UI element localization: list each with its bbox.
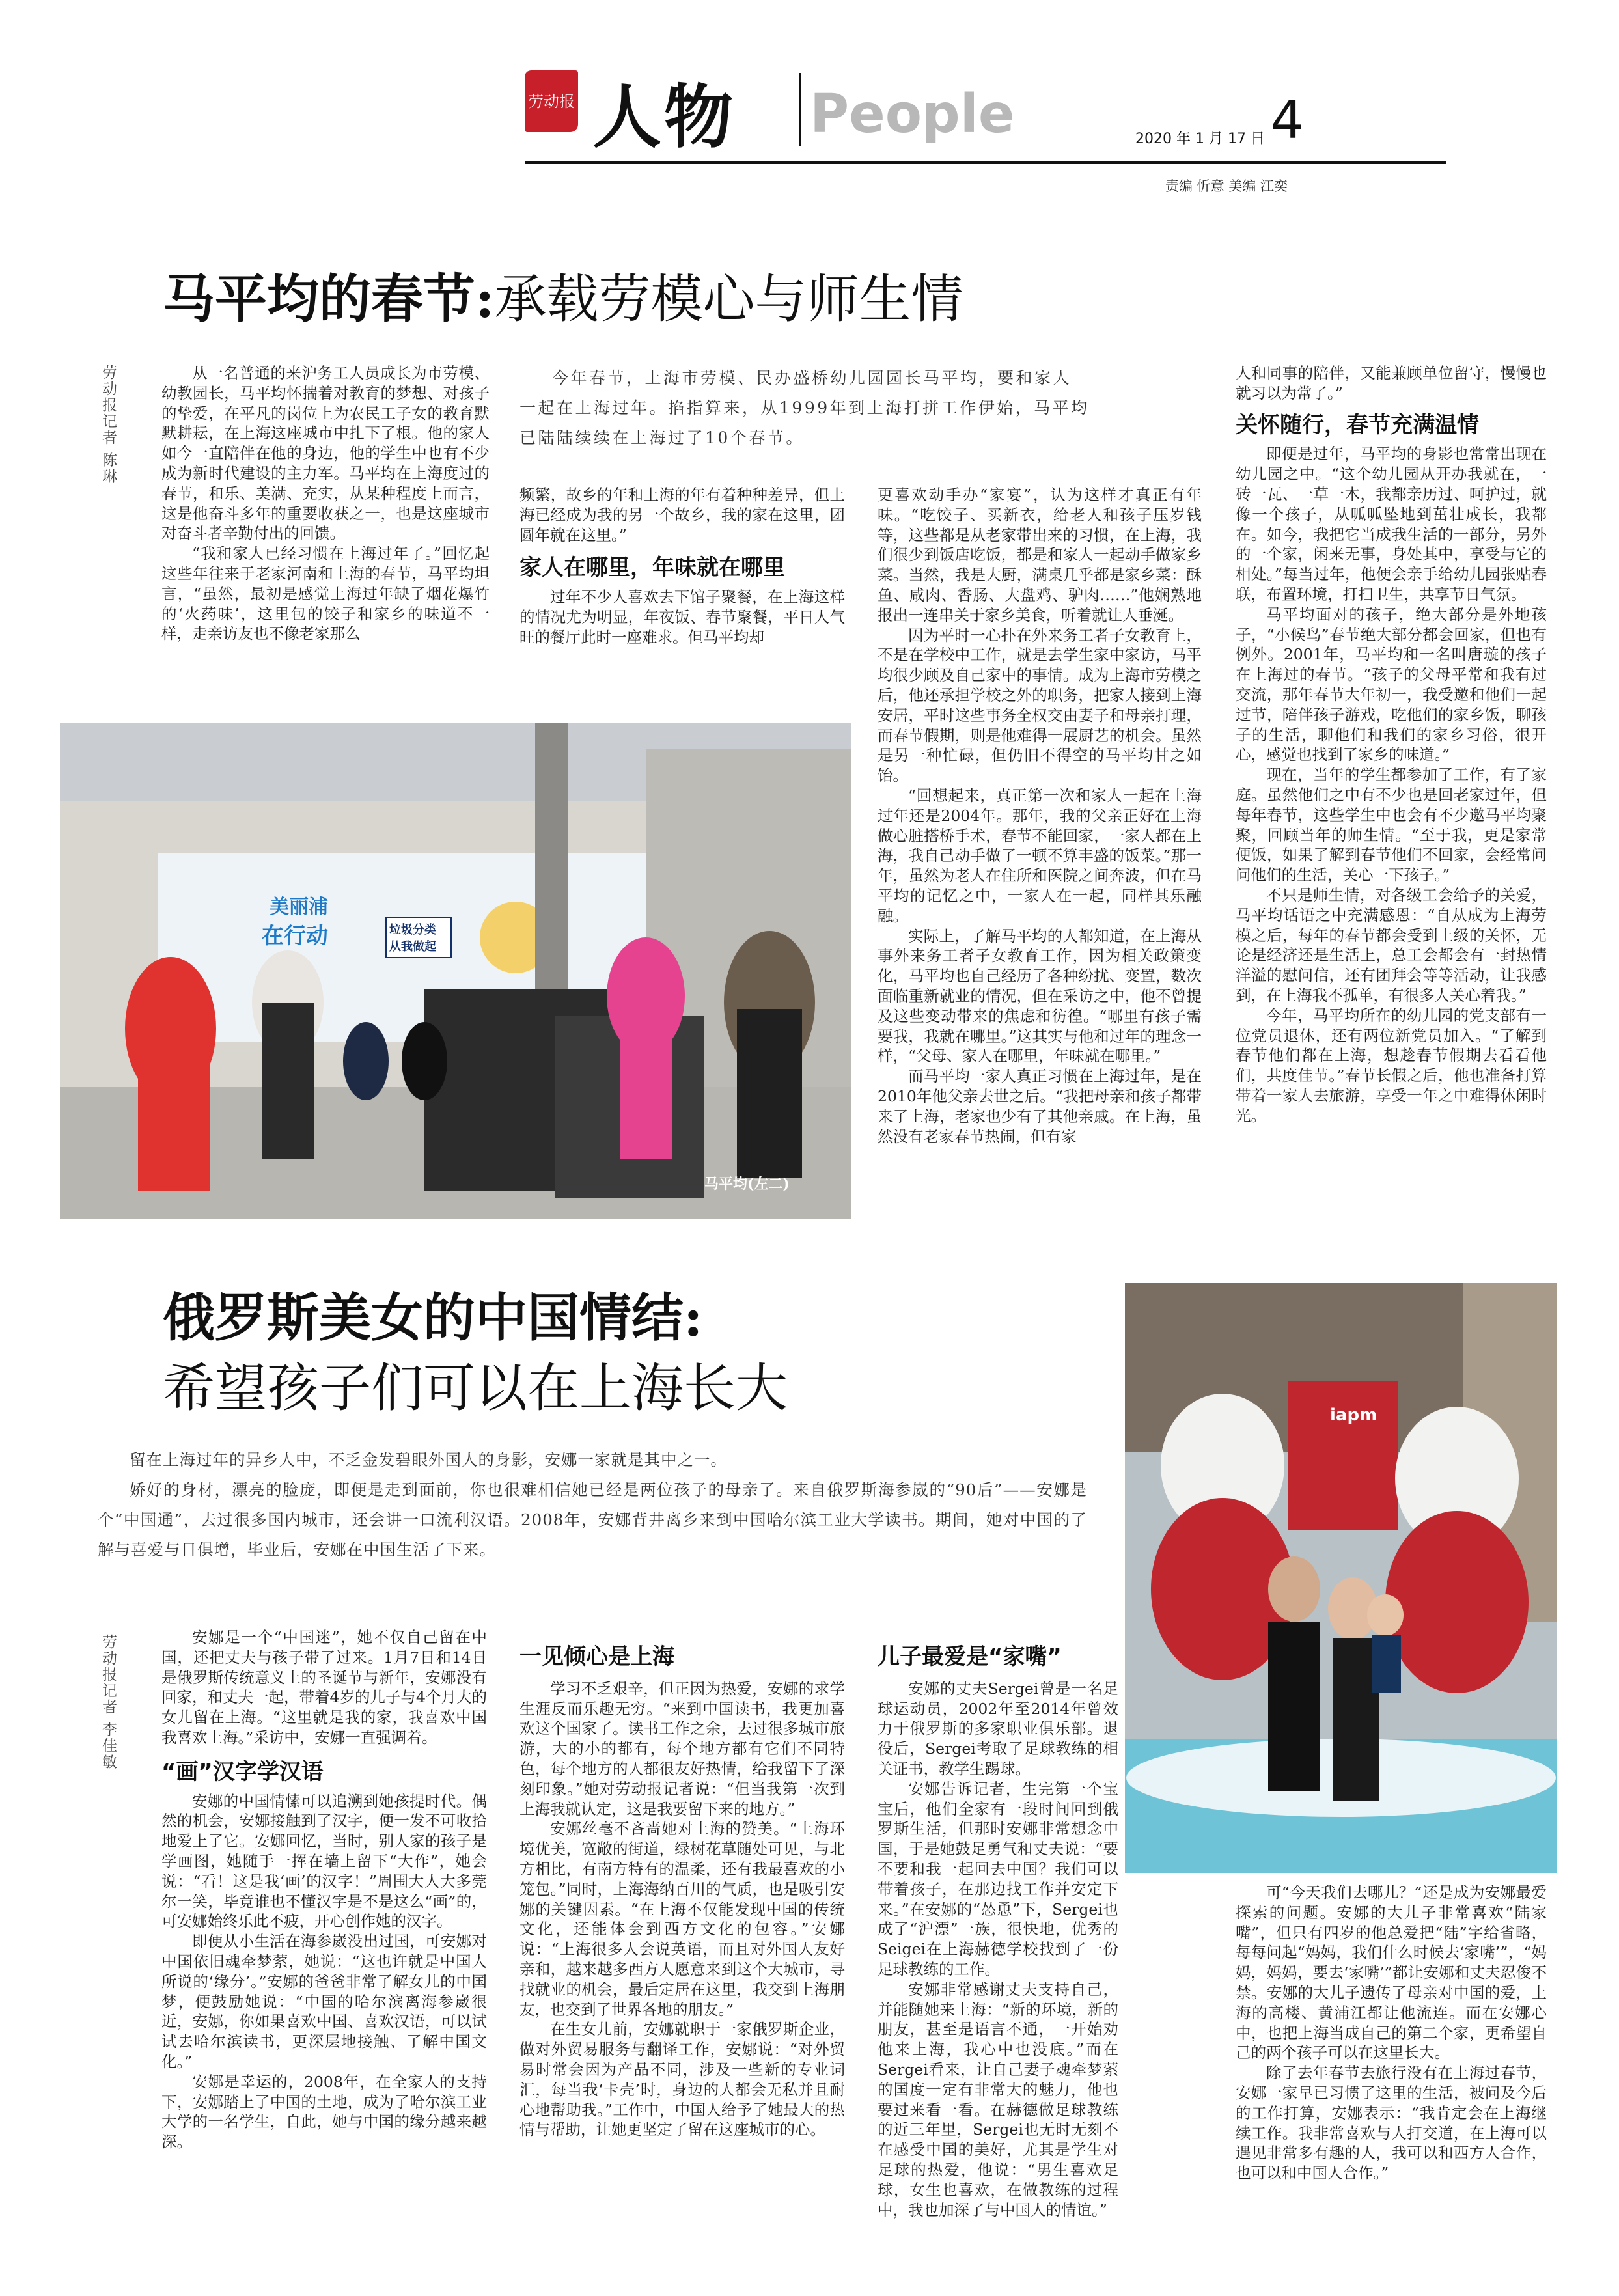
article2-headline-light: 希望孩子们可以在上海长大	[163, 1358, 788, 1418]
paragraph: 即便是过年，马平均的身影也常常出现在幼儿园之中。“这个幼儿园从开办我就在，一砖一瓦、一草一木，我都亲历过、呵护过，就像一个孩子，从呱呱坠地到茁壮成长，我都在。如今，我把它当成我生活的一部分，另外的一个家，闲来无事，身处其中，享受与它的相处。”每当过年，他便会亲手给幼儿园张贴春联，布置环境，打扫卫生，共享节日气氛。	[1236, 445, 1547, 603]
article1-col4	[1236, 363, 1547, 1126]
article1-subhead1: 家人在哪里，年味就在哪里	[519, 555, 785, 581]
article2-col3	[878, 1644, 1118, 2220]
article2-subhead3: 儿子最爱是“家嘴”	[878, 1644, 1062, 1670]
paragraph: 过年不少人喜欢去下馆子聚餐，在上海这样的情况尤为明显，年夜饭、春节聚餐，平日人气旺的餐厅此时一座难求。但马平均却	[519, 588, 845, 646]
article2-subhead1: “画”汉字学汉语	[161, 1758, 324, 1785]
paragraph: 不只是师生情，对各级工会给予的关爱，马平均话语之中充满感恩：“自从成为上海劳模之后，每年的春节都会受到上级的关怀，无论是经济还是生活上，总工会都会有一封热情洋溢的慰问信，还有团拜会等等活动，让我感到，在上海我不孤单，有很多人关心着我。”	[1236, 885, 1547, 1004]
logo-seal	[525, 70, 578, 132]
lead-line: 一起在上海过年。掐指算来，从1999年到上海打拼工作伊始，马平均	[519, 398, 1090, 417]
mall-sign: iapm	[1330, 1405, 1377, 1425]
article1-headline	[163, 257, 963, 332]
article2-col4	[1236, 1883, 1547, 2183]
article2-lead	[98, 1445, 1087, 1565]
paragraph: 即便从小生活在海参崴没出过国，可安娜对中国依旧魂牵梦萦，她说：“这也许就是中国人所说的‘缘分’。”安娜的爸爸非常了解女儿的中国梦，便鼓励她说：“中国的哈尔滨离海参崴很近，安娜，你如果喜欢中国、喜欢汉语，可以试试去哈尔滨读书，更深层地接触、了解中国文化。”	[161, 1932, 487, 2071]
masthead-divider	[799, 73, 801, 146]
paragraph: 频繁，故乡的年和上海的年有着种种差异，但上海已经成为我的另一个故乡，我的家在这里，团圆年就在这里。”	[519, 486, 845, 544]
article2-photo	[1125, 1283, 1557, 1873]
paragraph: 安娜非常感谢丈夫支持自己，并能随她来上海：“新的环境，新的朋友，甚至是语言不通，一开始劝他来上海，我心中也没底。”而在Sergei看来，让自己妻子魂牵梦萦的国度一定有非常大的魅力，他也要过来看一看。在赫德做足球教练的近三年里，Sergei也无时无刻不在感受中国的美好，尤其是学生对足球的热爱，他说：“男生喜欢足球，女生也喜欢，在做教练的过程中，我也加深了与中国人的情谊。”	[878, 1980, 1118, 2219]
article2-headline-bold: 俄罗斯美女的中国情结:	[163, 1287, 703, 1348]
article1-col1	[161, 363, 490, 644]
article2-col1	[161, 1627, 487, 2152]
lead-paragraph: 留在上海过年的异乡人中，不乏金发碧眼外国人的身影，安娜一家就是其中之一。	[130, 1450, 727, 1469]
article1-col2	[519, 485, 845, 648]
paragraph: 学习不乏艰辛，但正因为热爱，安娜的求学生涯反而乐趣无穷。“来到中国读书，我更加喜欢这个国家了。读书工作之余，去过很多城市旅游，大的小的都有，每个地方都有它们不同特色，每个地方的人都很友好热情，给我留下了深刻印象。”她对劳动报记者说：“但当我第一次到上海我就认定，这是我要留下来的地方。”	[519, 1679, 845, 1818]
article1-lead	[519, 363, 1118, 453]
paragraph: 安娜告诉记者，生完第一个宝宝后，他们全家有一段时间回到俄罗斯生活，但那时安娜非常想念中国，于是她鼓足勇气和丈夫说：“要不要和我一起回去中国？我们可以带着孩子，在那边找工作并安定下来。”在安娜的“怂恿”下，Sergei也成了“沪漂”一族，很快地，优秀的Seigei在上海赫德学校找到了一份足球教练的工作。	[878, 1779, 1118, 1978]
paragraph: 安娜的丈夫Sergei曾是一名足球运动员，2002年至2014年曾效力于俄罗斯的多家职业俱乐部。退役后，Sergei考取了足球教练的相关证书，教学生踢球。	[878, 1679, 1118, 1778]
article1-headline-light: 承载劳模心与师生情	[494, 269, 963, 329]
paragraph: 因为平时一心扑在外来务工者子女教育上，不是在学校中工作，就是去学生家中家访，马平均很少顾及自己家中的事情。成为上海市劳模之后，他还承担学校之外的职务，把家人接到上海安居，平时这些事务全权交由妻子和母亲打理，而春节假期，则是他难得一展厨艺的机会。虽然是另一种忙碌，但仍旧不得空的马平均甘之如饴。	[878, 626, 1202, 785]
paragraph: 安娜是一个“中国迷”，她不仅自己留在中国，还把丈夫与孩子带了过来。1月7日和14日是俄罗斯传统意义上的圣诞节与新年，安娜没有回家，和丈夫一起，带着4岁的儿子与4个月大的女儿留在上海。“这里就是我的家，我喜欢中国我喜欢上海。”采访中，安娜一直强调着。	[161, 1628, 487, 1747]
paragraph: 从一名普通的来沪务工人员成长为市劳模、幼教园长，马平均怀揣着对教育的梦想、对孩子的挚爱，在平凡的岗位上为农民工子女的教育默默耕耘，在上海这座城市中扎下了根。他的家人如今一直陪伴在他的身边，他的学生中也有不少成为新时代建设的主力军。马平均在上海度过的春节，和乐、美满、充实，从某种程度上而言，这是他奋斗多年的重要收获之一，也是这座城市对奋斗者辛勤付出的回馈。	[161, 364, 490, 543]
paragraph: “回想起来，真正第一次和家人一起在上海过年还是2004年。那年，我的父亲正好在上海做心脏搭桥手术，春节不能回家，一家人都在上海，我自己动手做了一顿不算丰盛的饭菜。”那一年，虽然为老人在住所和医院之间奔波，但在马平均的记忆之中，一家人在一起，同样其乐融融。	[878, 786, 1202, 925]
paragraph: 今年，马平均所在的幼儿园的党支部有一位党员退休，还有两位新党员加入。“了解到春节他们都在上海，想趁春节假期去看看他们，共度佳节。”春节长假之后，他也准备打算带着一家人去旅游，享受一年之中难得休闲时光。	[1236, 1006, 1547, 1125]
lead-line: 已陆陆续续在上海过了10个春节。	[519, 428, 805, 447]
editors-credit: 责编 忻意 美编 江奕	[1165, 178, 1288, 194]
paragraph: 实际上，了解马平均的人都知道，在上海从事外来务工者子女教育工作，因为相关政策变化，马平均也自己经历了各种纷扰、变置，数次面临重新就业的情况，但在采访之中，他不曾提及这些变动带来的焦虑和彷徨。“哪里有孩子需要我，我就在哪里。”这其实与他和过年的理念一样，“父母、家人在哪里，年味就在哪里。”	[878, 926, 1202, 1066]
banner-text-line2: 在行动	[262, 923, 328, 949]
article1-byline: 劳动报记者 陈琳	[100, 365, 117, 485]
banner-text-line1: 美丽浦	[270, 896, 328, 919]
paragraph: 而马平均一家人真正习惯在上海过年，是在2010年他父亲去世之后。“我把母亲和孩子都带来了上海，老家也少有了其他亲戚。在上海，虽然没有老家春节热闹，但有家	[878, 1067, 1202, 1146]
kindergarten-scene-illustration	[60, 723, 851, 1219]
photo-caption: 马平均(左二)	[704, 1176, 790, 1193]
paragraph: 安娜是幸运的，2008年，在全家人的支持下，安娜踏上了中国的土地，成为了哈尔滨工业大学的一名学生，自此，她与中国的缘分越来越深。	[161, 2072, 487, 2151]
logo-text: 劳动报	[528, 92, 575, 111]
article2-subhead2: 一见倾心是上海	[519, 1644, 674, 1670]
paragraph: 可“今天我们去哪儿？”还是成为安娜最爱探索的问题。安娜的大儿子非常喜欢“陆家嘴”，但只有四岁的他总爱把“陆”字给省略，每每问起“妈妈，我们什么时候去‘家嘴’”，“妈妈，妈妈，要去‘家嘴’”都让安娜和丈夫忍俊不禁。安娜的大儿子遗传了母亲对中国的爱，上海的高楼、黄浦江都让他流连。而在安娜心中，也把上海当成自己的第二个家，更希望自己的两个孩子可以在这里长大。	[1236, 1883, 1547, 2062]
paragraph: 现在，当年的学生都参加了工作，有了家庭。虽然他们之中有不少也是回老家过年，但每年春节，这些学生中也会有不少邀马平均聚聚，回顾当年的师生情。“至于我，更是家常便饭，如果了解到春节他们不回家，会经常问问他们的生活，关心一下孩子。”	[1236, 766, 1547, 885]
section-english: People	[810, 83, 1015, 145]
section-title: 人物	[592, 76, 736, 158]
issue-date: 2020 年 1 月 17 日	[1135, 131, 1265, 147]
paragraph: 在生女儿前，安娜就职于一家俄罗斯企业，做对外贸易服务与翻译工作，安娜说：“对外贸易时常会因为产品不同，涉及一些新的专业词汇，每当我‘卡壳’时，身边的人都会无私并且耐心地帮助我。”工作中，中国人给予了她最大的热情与帮助，让她更坚定了留在这座城市的心。	[519, 2020, 845, 2139]
article1-photo	[60, 723, 851, 1219]
paragraph: 马平均面对的孩子，绝大部分是外地孩子，“小候鸟”春节绝大部分都会回家，但也有例外。2001年，马平均和一名叫唐璇的孩子在上海过的春节。“孩子的父母平常和我有过交流，那年春节大年初一，我受邀和他们一起过节，陪伴孩子游戏，吃他们的家乡饭，聊孩子的生活，聊他们和我们的家乡习俗，很开心，感觉也找到了家乡的味道。”	[1236, 605, 1547, 764]
paragraph: 更喜欢动手办“家宴”，认为这样才真正有年味。“吃饺子、买新衣，给老人和孩子压岁钱等，这些都是从老家带出来的习惯，在上海，我们很少到饭店吃饭，都是和家人一起动手做家乡菜。当然，我是大厨，满桌几乎都是家乡菜：酥鱼、咸肉、香肠、大盘鸡、驴肉……”他娴熟地报出一连串关于家乡美食，听着就让人垂涎。	[878, 486, 1202, 624]
lead-line: 今年春节，上海市劳模、民办盛桥幼儿园园长马平均，要和家人	[552, 368, 1072, 387]
paragraph: 安娜丝毫不吝啬她对上海的赞美。“上海环境优美，宽敞的街道，绿树花草随处可见，与北方相比，有南方特有的温柔，还有我最喜欢的小笼包。”同时，上海海纳百川的气质，也是吸引安娜的关键因素。“在上海不仅能发现中国的传统文化，还能体会到西方文化的包容。”安娜说：“上海很多人会说英语，而且对外国人友好亲和，越来越多西方人愿意来到这个大城市，寻找就业的机会，最后定居在这里，我交到上海朋友，也交到了世界各地的朋友。”	[519, 1819, 845, 2019]
paragraph: “我和家人已经习惯在上海过年了。”回忆起这些年往来于老家河南和上海的春节，马平均坦言，“虽然，最初是感觉上海过年缺了烟花爆竹的‘火药味’，这里包的饺子和家乡的味道不一样，走亲访友也不像老家那么	[161, 544, 490, 643]
article2-col2	[519, 1644, 845, 2140]
mall-polar-bears-illustration	[1125, 1283, 1557, 1873]
lead-paragraph: 娇好的身材，漂亮的脸庞，即便是走到面前，你也很难相信她已经是两位孩子的母亲了。来自俄罗斯海参崴的“90后”——安娜是个“中国通”，去过很多国内城市，还会讲一口流利汉语。2008年，安娜背井离乡来到中国哈尔滨工业大学读书。期间，她对中国的了解与喜爱与日俱增，毕业后，安娜在中国生活了下来。	[98, 1480, 1087, 1559]
article1-subhead2: 关怀随行，春节充满温情	[1236, 411, 1479, 438]
article1-headline-bold: 马平均的春节:	[163, 268, 495, 329]
paragraph: 人和同事的陪伴，又能兼顾单位留守，慢慢也就习以为常了。”	[1236, 364, 1547, 402]
page-number: 4	[1271, 90, 1304, 150]
article2-byline: 劳动报记者 李佳敏	[100, 1634, 117, 1771]
masthead-rule	[525, 161, 1446, 164]
article1-col3	[878, 485, 1202, 1146]
banner-sign: 垃圾分类 从我做起	[385, 917, 452, 958]
paragraph: 安娜的中国情愫可以追溯到她孩提时代。偶然的机会，安娜接触到了汉字，便一发不可收拾地爱上了它。安娜回忆，当时，别人家的孩子是学画图，她随手一挥在墙上留下“大作”，她会说：“看！这是我‘画’的汉字！”周围大人大多莞尔一笑，毕竟谁也不懂汉字是不是这么“画”的，可安娜始终乐此不疲，开心创作她的汉字。	[161, 1791, 487, 1931]
paragraph: 除了去年春节去旅行没有在上海过春节，安娜一家早已习惯了这里的生活，被问及今后的工作打算，安娜表示：“我肯定会在上海继续工作。我非常喜欢与人打交道，在上海可以遇见非常多有趣的人，我可以和西方人合作，也可以和中国人合作。”	[1236, 2064, 1547, 2183]
